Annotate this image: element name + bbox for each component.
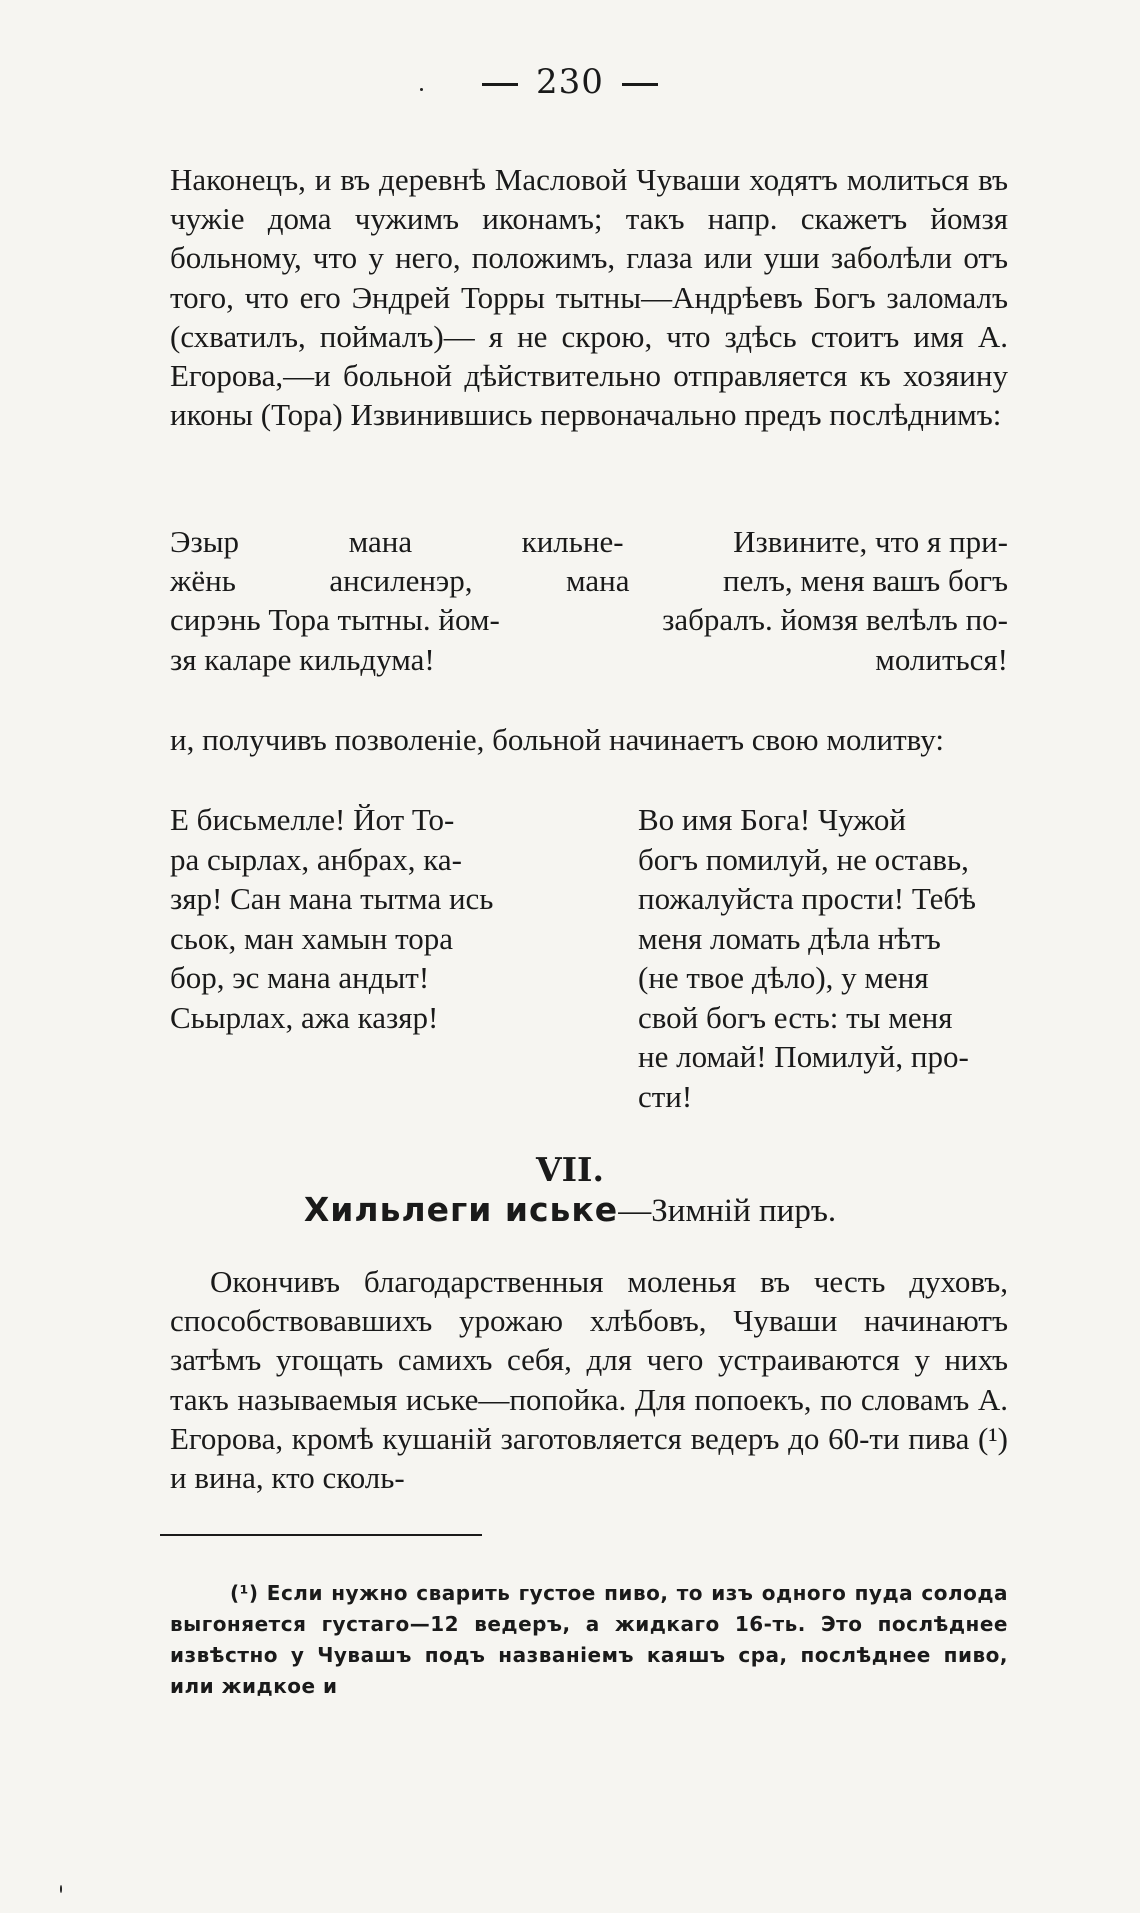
footnote-rule	[160, 1534, 482, 1536]
prayer-columns	[170, 800, 1008, 1116]
dialog-cell: Извините, что я при-	[733, 524, 1008, 559]
dialog-row	[170, 522, 1008, 561]
folio-dash-right	[622, 83, 658, 86]
prayer-chuvash-line: бор, эс мана андыт!	[170, 960, 430, 995]
prayer-chuvash-line: сьок, ман хамын тора	[170, 920, 453, 956]
paragraph-intro	[170, 160, 1008, 434]
section-title-chuvash: Хильлеги иське	[303, 1190, 619, 1229]
prayer-russian-line: не ломай! Помилуй, про-	[638, 1039, 969, 1074]
section-number-text: VII.	[536, 1150, 604, 1189]
prayer-russian-line: пожалуйста прости! Тебѣ	[638, 881, 976, 916]
prayer-russian-line: свой богъ есть: ты меня	[638, 999, 953, 1035]
prayer-russian-column	[638, 800, 1008, 1116]
dialog-cell: жёнь	[170, 563, 236, 599]
dialog-cell: сирэнь Тора тытны. йом-	[170, 602, 500, 638]
print-speck	[60, 1885, 62, 1893]
section-heading	[0, 1190, 1140, 1230]
section-number	[0, 1150, 1140, 1189]
prayer-chuvash-line: ра сырлах, анбрах, ка-	[170, 841, 462, 877]
paragraph-prayer-intro	[170, 720, 1008, 759]
prayer-russian-line: богъ помилуй, не оставь,	[638, 841, 969, 877]
paragraph-prayer-intro-text: и, получивъ позволеніе, больной начинаетъ свою молитву:	[170, 722, 944, 757]
prayer-chuvash-line: Сьырлах, ажа казяр!	[170, 999, 439, 1035]
footnote-text: (¹) Если нужно сварить густое пиво, то изъ одного пуда солода выгоняется густаго—12 ведеръ, а жидкаго 16-ть. Это послѣднее извѣстно у Чувашъ подъ названіемъ каяшъ сра, послѣднее пиво, или жидкое и	[170, 1581, 1008, 1698]
paragraph-feast-text: Окончивъ благодарственныя моленья въ честь духовъ, способствовавшихъ урожаю хлѣбовъ, Чуваши начинаютъ затѣмъ угощать самихъ себя, для чего устраиваются у нихъ такъ называемыя иське—попойка. Для попоекъ, по словамъ А. Егорова, кромѣ кушаній заготовляется ведеръ до 60-ти пива (¹) и вина, кто сколь-	[170, 1264, 1008, 1496]
prayer-russian-line: сти!	[638, 1078, 693, 1114]
dialog-one	[170, 522, 1008, 679]
dialog-cell: Эзыр	[170, 524, 240, 559]
dialog-row	[170, 561, 1008, 600]
dialog-cell: зя каларе кильдума!	[170, 641, 435, 677]
dialog-cell: кильне-	[521, 524, 624, 559]
prayer-russian-line: Во имя Бога! Чужой	[638, 802, 906, 837]
dialog-cell: пелъ, меня вашъ богъ	[723, 563, 1008, 599]
dialog-cell: забралъ. йомзя велѣлъ по-	[662, 602, 1008, 638]
dialog-cell: мана	[565, 563, 630, 599]
page-number-value: 230	[536, 62, 604, 102]
paragraph-feast	[170, 1262, 1008, 1497]
paragraph-intro-text: Наконецъ, и въ деревнѣ Масловой Чуваши ходятъ молиться въ чужіе дома чужимъ иконамъ; такъ напр. скажетъ йомзя больному, что у него, положимъ, глаза или уши заболѣли отъ того, что его Эндрей Торры тытны—Андрѣевъ Богъ заломалъ (схватилъ, поймалъ)— я не скрою, что здѣсь стоитъ имя А. Егорова,—и больной дѣйствительно отправляется къ хозяину иконы (Тора) Извинившись первоначально предъ послѣднимъ:	[170, 162, 1008, 433]
prayer-russian-line: меня ломать дѣла нѣтъ	[638, 920, 941, 956]
dialog-cell: молиться!	[875, 641, 1008, 677]
page-number	[0, 62, 1140, 102]
prayer-chuvash-line: Е бисьмелле! Йот То-	[170, 802, 455, 837]
prayer-russian-line: (не твое дѣло), у меня	[638, 960, 929, 995]
footnote	[170, 1578, 1008, 1702]
prayer-chuvash-column	[170, 800, 540, 1116]
dialog-row	[170, 600, 1008, 639]
dialog-cell: ансиленэр,	[329, 563, 473, 599]
print-speck	[420, 88, 423, 91]
folio-dash-left	[482, 83, 518, 86]
dialog-cell: мана	[348, 524, 413, 559]
dialog-row	[170, 640, 1008, 679]
section-title-russian: —Зимній пиръ.	[618, 1193, 837, 1229]
prayer-chuvash-line: зяр! Сан мана тытма ись	[170, 881, 494, 916]
